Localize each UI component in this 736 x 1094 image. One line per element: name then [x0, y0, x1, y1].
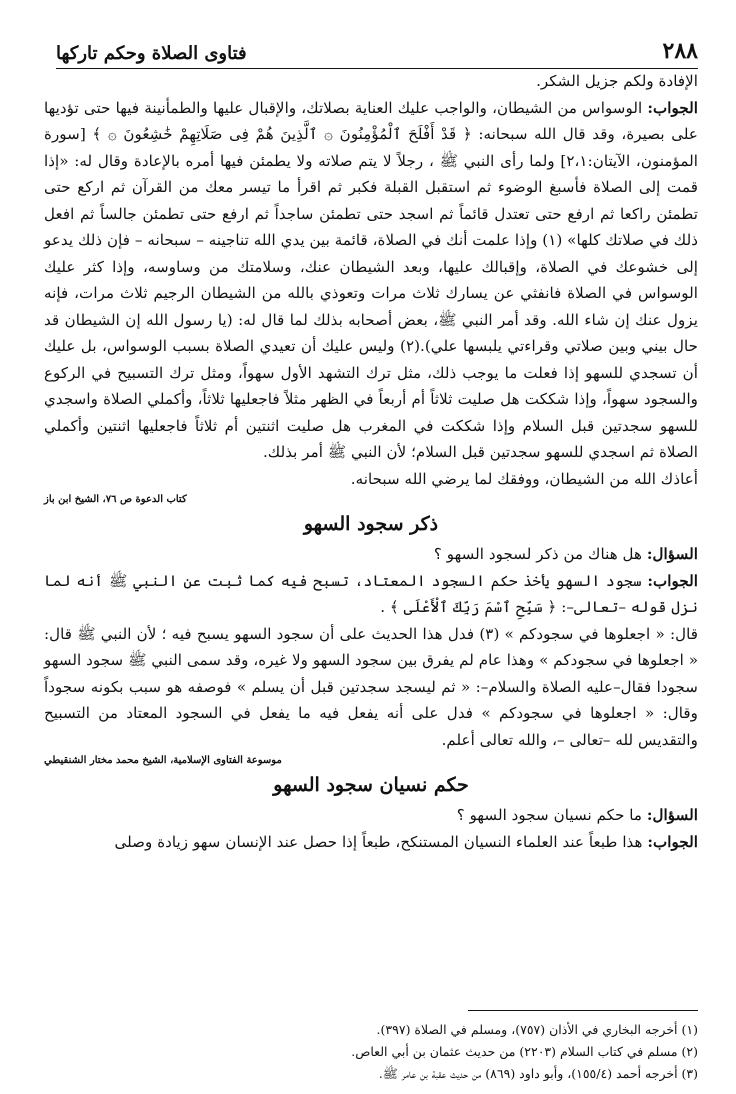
footnote: (١) أخرجه البخاري في الأذان (٧٥٧)، ومسلم في الصلاة (٣٩٧).	[376, 1022, 698, 1037]
section-title: حكم نسيان سجود السهو	[273, 774, 469, 796]
footnote-divider	[468, 1010, 698, 1011]
footnote: (٣) أخرجه أحمد (١٥٥/٤)، وأبو داود (٨٦٩) من حديث عقبة بن عامر ﷺ.	[378, 1066, 698, 1081]
section-title: ذكر سجود السهو	[303, 513, 439, 535]
running-header	[56, 28, 698, 69]
question-label: السؤال:	[646, 806, 698, 824]
answer-label: الجواب:	[647, 571, 698, 590]
question-text: ما حكم نسيان سجود السهو ؟	[456, 806, 643, 824]
answer-text: هذا طبعاً عند العلماء النسيان المستنكح، طبعاً إذا حصل عند الإنسان سهو زيادة وصلى	[114, 832, 643, 851]
closing-line: أعاذك الله من الشيطان، ووفقك لما يرضي الله سبحانه.	[350, 469, 698, 488]
page-number: ٢٨٨	[662, 38, 698, 64]
answer-text: سجود السهو يأخذ حكم السجود المعتاد، تسبح فيه كما ثبت عن النبي ﷺ أنه لما نزل قوله –تعالى–: ﴿ سَبِّحِ ٱسْمَ رَبِّكَ ٱلْأَعْلَى ﴾ .	[44, 571, 698, 616]
answer-paragraph	[44, 568, 698, 621]
source-citation: موسوعة الفتاوى الإسلامية، الشيخ محمد مختار الشنقيطي	[44, 755, 282, 766]
intro-line: الإفادة ولكم جزيل الشكر.	[536, 72, 698, 90]
source-citation: كتاب الدعوة ص ٧٦، الشيخ ابن باز	[44, 494, 187, 505]
page-title: فتاوى الصلاة وحكم تاركها	[56, 43, 247, 64]
question-text: هل هناك من ذكر لسجود السهو ؟	[433, 545, 643, 563]
answer-paragraph	[44, 829, 698, 856]
body-paragraph: قال: « اجعلوها في سجودكم » (٣) فدل هذا الحديث على أن سجود السهو يسبح فيه ؛ لأن النبي ﷺ قال: « اجعلوها في سجودكم » وهذا عام لم يفرق بين سجود السهو ولا غيره، وقد سمى النبي ﷺ سجود السهو سجودا فقال–عليه الصلاة والسلام–: « ثم ليسجد سجدتين قبل أن يسلم » فوصفه هو سبب بكونه سجوداً وقال: « اجعلوها في سجودكم » فدل على أنه يفعل فيه ما يفعل في السجود المعتاد من التسبيح والتقديس لله –تعالى –، والله تعالى أعلم.	[44, 624, 699, 749]
answer-label: الجواب:	[647, 832, 698, 851]
footnote: (٢) مسلم في كتاب السلام (٢٢٠٣) من حديث عثمان بن أبي العاص.	[351, 1044, 698, 1059]
question-paragraph	[44, 541, 698, 568]
answer-paragraph	[44, 95, 698, 466]
question-label: السؤال:	[646, 545, 698, 563]
footnotes	[70, 1010, 698, 1085]
question-paragraph	[44, 802, 698, 829]
main-text	[44, 68, 698, 855]
answer-label: الجواب:	[647, 98, 698, 117]
answer-text: الوسواس من الشيطان، والواجب عليك العناية بصلاتك، والإقبال عليها والطمأنينة فيها حتى تؤديها على بصيرة، وقد قال الله سبحانه: ﴿ قَدْ أَفْلَحَ ٱلْمُؤْمِنُونَ ۞ ٱلَّذِينَ هُمْ فِى صَلَاتِهِمْ خَٰشِعُونَ ۞ ﴾ [سورة المؤمنون، الآيتان:٢،١] ولما رأى النبي ﷺ ، رجلاً لا يتم صلاته ولا يطمئن فيها أمره بالإعادة وقال له: «إذا قمت إلى الصلاة فأسبغ الوضوء ثم استقبل القبلة فكبر ثم اقرأ ما تيسر معك من القرآن ثم اركع حتى تطمئن راكعا ثم ارفع حتى تعتدل قائماً ثم اسجد حتى تطمئن ساجداً ثم ارفع حتى تطمئن جالساً ثم افعل ذلك في صلاتك كلها» (١) وإذا علمت أنك في الصلاة، قائمة بين يدي الله تناجينه – سبحانه – فإن ذلك يدعو إلى خشوعك في الصلاة، وإقبالك عليها، وبعد الشيطان عنك، وسلامتك من وساوسه، وإذا كثر عليك الوسواس في الصلاة فانفثي عن يسارك ثلاث مرات وتعوذي بالله من الشيطان الرجيم ثلاث مرات، فإنه يزول عنك إن شاء الله. وقد أمر النبي ﷺ، بعض أصحابه بذلك لما قال له: (يا رسول الله إن الشيطان قد حال بيني وبين صلاتي وقراءتي يلبسها علي).(٢) وليس عليك أن تعيدي الصلاة بسبب الوسواس، بل عليك أن تسجدي للسهو إذا فعلت ما يوجب ذلك، مثل ترك التشهد الأول سهواً، ومثل ترك التسبيح في الركوع والسجود سهواً، وإذا شككت هل صليت ثلاثاً أم أربعاً في الظهر مثلاً فاجعليها ثلاثاً، وأكملي الصلاة واسجدي للسهو سجدتين قبل السلام وإذا شككت في المغرب هل صليت اثنتين أم ثلاثاً فاجعليها اثنتين وأكملي الصلاة ثم اسجدي للسهو سجدتين قبل السلام؛ لأن النبي ﷺ أمر بذلك.	[44, 98, 699, 461]
